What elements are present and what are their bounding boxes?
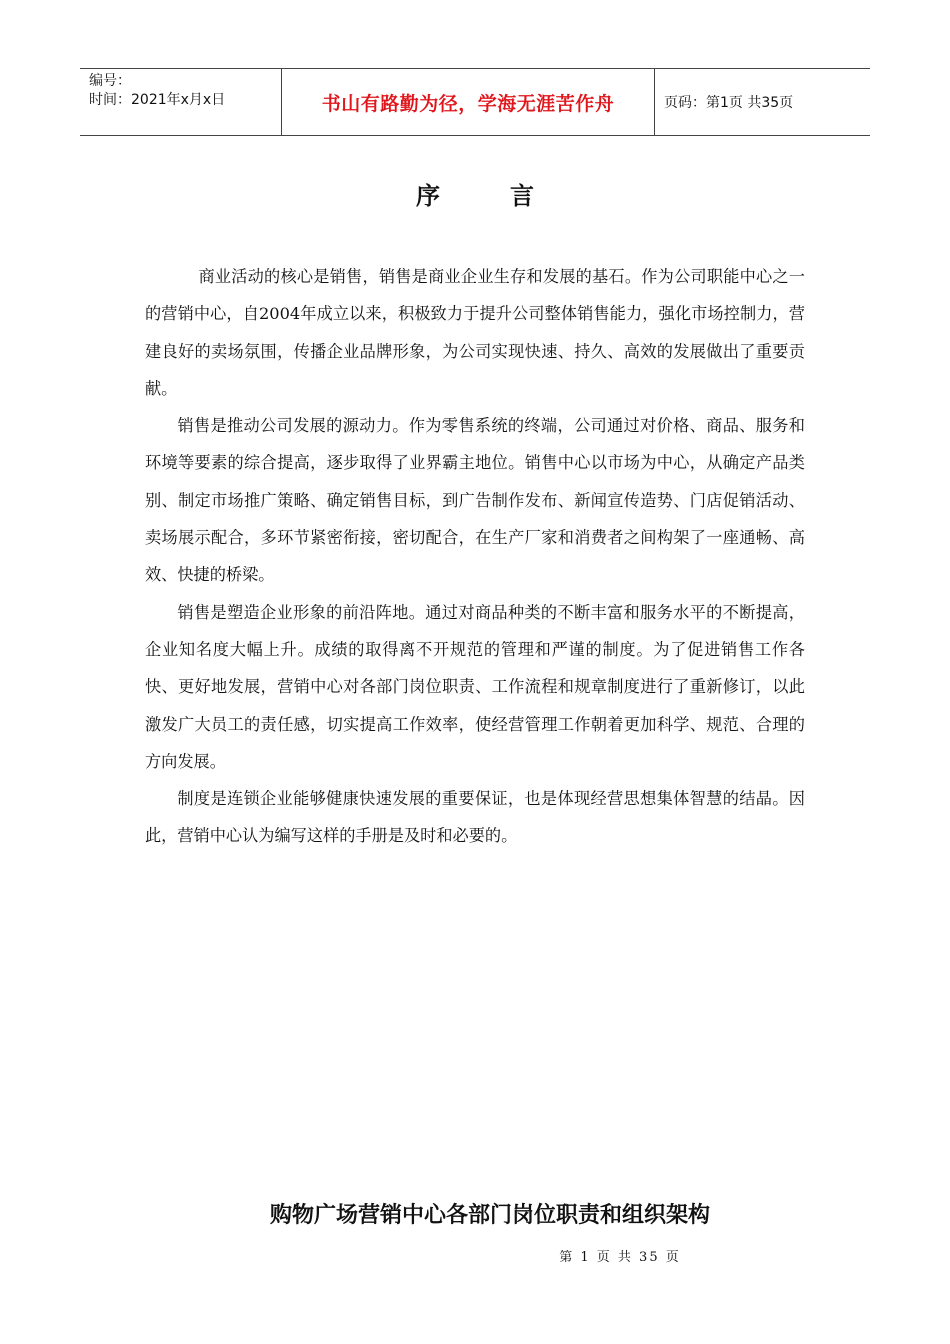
section-title: 购物广场营销中心各部门岗位职责和组织架构 (269, 1203, 710, 1228)
paragraph-1: 商业活动的核心是销售，销售是商业企业生存和发展的基石。作为公司职能中心之一的营销中心，自2004年成立以来，积极致力于提升公司整体销售能力，强化市场控制力，营建良好的卖场氛围，传播企业品牌形象，为公司实现快速、持久、高效的发展做出了重要贡献。 (145, 267, 805, 398)
header-motto-cell (281, 69, 655, 135)
header-motto: 书山有路勤为径，学海无涯苦作舟 (321, 92, 615, 115)
paragraph-4: 制度是连锁企业能够健康快速发展的重要保证，也是体现经营思想集体智慧的结晶。因此，营销中心认为编写这样的手册是及时和必要的。 (145, 789, 805, 846)
page-title: 序言 (416, 182, 604, 210)
header-meta (80, 69, 281, 135)
document-header (80, 68, 870, 136)
paragraph-3: 销售是塑造企业形象的前沿阵地。通过对商品种类的不断丰富和服务水平的不断提高，企业知名度大幅上升。成绩的取得离不开规范的管理和严谨的制度。为了促进销售工作各快、更好地发展，营销中心对各部门岗位职责、工作流程和规章制度进行了重新修订，以此激发广大员工的责任感，切实提高工作效率，使经营管理工作朝着更加科学、规范、合理的方向发展。 (145, 602, 805, 771)
header-page-info-cell (655, 69, 870, 135)
page-footer: 第 1 页 共 35 页 (559, 1250, 681, 1265)
document-date: 时间：2021年x月x日 (89, 92, 226, 108)
document-number-label: 编号： (89, 73, 131, 89)
preface-body (145, 258, 805, 855)
header-page-info: 页码：第1页 共35页 (664, 95, 794, 111)
paragraph-2: 销售是推动公司发展的源动力。作为零售系统的终端，公司通过对价格、商品、服务和环境等要素的综合提高，逐步取得了业界霸主地位。销售中心以市场为中心，从确定产品类别、制定市场推广策略、确定销售目标，到广告制作发布、新闻宣传造势、门店促销活动、卖场展示配合，多环节紧密衔接，密切配合，在生产厂家和消费者之间构架了一座通畅、高效、快捷的桥梁。 (145, 416, 805, 585)
